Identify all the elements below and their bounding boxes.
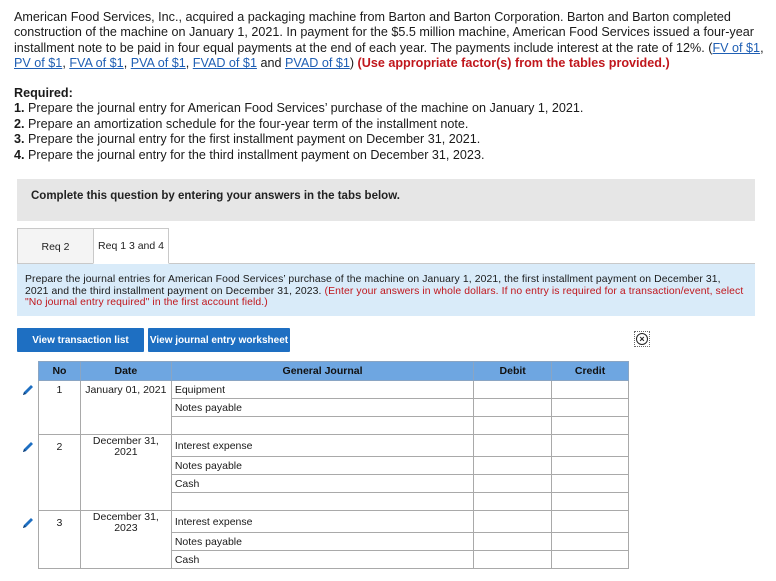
instruction-bar (17, 179, 755, 221)
required-list (14, 86, 766, 163)
credit-cell[interactable] (552, 533, 629, 551)
account-cell[interactable]: Cash (171, 475, 473, 493)
account-cell[interactable]: Notes payable (171, 457, 473, 475)
edit-entry-1-icon[interactable] (21, 383, 35, 397)
entry-no: 2 (39, 435, 81, 511)
journal-table (38, 361, 629, 569)
problem-statement (14, 10, 766, 72)
required-heading: Required: (14, 86, 73, 100)
fv-table-link[interactable]: FV of $1 (712, 40, 761, 55)
table-row (39, 435, 629, 457)
debit-cell[interactable] (474, 399, 552, 417)
item-text: Prepare an amortization schedule for the four-year term of the installment note. (28, 116, 469, 131)
entry-date: January 01, 2021 (80, 381, 171, 435)
header-general-journal: General Journal (171, 362, 473, 381)
credit-cell[interactable] (552, 475, 629, 493)
table-row (39, 381, 629, 399)
problem-text: American Food Services, Inc., acquired a packaging machine from Barton and Barton Corporation. Barton and Barton completed construction of the machine on January 1, 2021. In payment for the $5.5 million machine, American Food Services issued a four-year installment note to be paid in four equal payments at the end of each year. The payments include interest at the rate of 12%. ( (14, 10, 754, 55)
tab-instructions-text: Prepare the journal entries for American Food Services’ purchase of the machine on January 1, 2021, the first installment payment on December 31, 2021 and the third installment payment on December 31, 2023. (25, 274, 721, 297)
debit-cell[interactable] (474, 493, 552, 511)
account-cell[interactable]: Notes payable (171, 533, 473, 551)
instruction-bar-text: Complete this question by entering your answers in the tabs below. (31, 190, 400, 202)
tab-instructions (25, 274, 747, 309)
debit-cell[interactable] (474, 417, 552, 435)
item-number: 3. (14, 132, 25, 147)
header-date: Date (80, 362, 171, 381)
account-cell[interactable] (171, 493, 473, 511)
item-number: 1. (14, 101, 25, 116)
account-cell[interactable] (171, 417, 473, 435)
credit-cell[interactable] (552, 493, 629, 511)
item-number: 4. (14, 147, 25, 162)
separator: and (256, 56, 285, 71)
pv-table-link[interactable]: PV of $1 (14, 56, 63, 71)
separator: , (62, 56, 70, 71)
credit-cell[interactable] (552, 381, 629, 399)
item-number: 2. (14, 116, 25, 131)
item-text: Prepare the journal entry for the third installment payment on December 31, 2023. (28, 147, 485, 162)
fvad-table-link[interactable]: FVAD of $1 (192, 56, 257, 71)
entry-date: December 31, 2021 (80, 435, 171, 511)
credit-cell[interactable] (552, 457, 629, 475)
account-cell[interactable]: Cash (171, 551, 473, 569)
account-cell[interactable]: Interest expense (171, 511, 473, 533)
account-cell[interactable]: Notes payable (171, 399, 473, 417)
table-row (39, 511, 629, 533)
account-cell[interactable]: Interest expense (171, 435, 473, 457)
separator: ) (349, 56, 355, 71)
debit-cell[interactable] (474, 533, 552, 551)
separator: , (123, 56, 131, 71)
credit-cell[interactable] (552, 417, 629, 435)
close-icon[interactable] (634, 331, 650, 347)
debit-cell[interactable] (474, 381, 552, 399)
entry-date: December 31, 2023 (80, 511, 171, 569)
debit-cell[interactable] (474, 435, 552, 457)
credit-cell[interactable] (552, 435, 629, 457)
debit-cell[interactable] (474, 511, 552, 533)
fva-table-link[interactable]: FVA of $1 (69, 56, 124, 71)
separator: , (185, 56, 193, 71)
table-header-row (39, 362, 629, 381)
credit-cell[interactable] (552, 511, 629, 533)
close-glyph: × (636, 333, 648, 345)
view-transaction-list-button[interactable]: View transaction list (17, 328, 144, 352)
debit-cell[interactable] (474, 475, 552, 493)
tab-req-2[interactable]: Req 2 (17, 228, 94, 264)
required-item (14, 117, 766, 132)
header-credit: Credit (552, 362, 629, 381)
item-text: Prepare the journal entry for the first installment payment on December 31, 2021. (28, 132, 481, 147)
debit-cell[interactable] (474, 551, 552, 569)
edit-entry-3-icon[interactable] (21, 516, 35, 530)
credit-cell[interactable] (552, 551, 629, 569)
separator: , (760, 40, 764, 55)
edit-entry-2-icon[interactable] (21, 440, 35, 454)
entry-no: 1 (39, 381, 81, 435)
pvad-table-link[interactable]: PVAD of $1 (284, 56, 350, 71)
pva-table-link[interactable]: PVA of $1 (130, 56, 186, 71)
tab-instructions-panel (17, 263, 755, 316)
tab-req-1-3-and-4[interactable]: Req 1 3 and 4 (93, 228, 169, 264)
factor-instruction: (Use appropriate factor(s) from the tables provided.) (357, 56, 670, 71)
entry-no: 3 (39, 511, 81, 569)
required-item (14, 132, 766, 147)
account-cell[interactable]: Equipment (171, 381, 473, 399)
required-item (14, 101, 766, 116)
header-debit: Debit (474, 362, 552, 381)
tab-instructions-note: (Enter your answers in whole dollars. If no entry is required for a transaction/event, select "No journal entry required" in the first account field.) (25, 285, 744, 309)
required-item (14, 148, 766, 163)
view-journal-worksheet-button[interactable]: View journal entry worksheet (148, 328, 290, 352)
credit-cell[interactable] (552, 399, 629, 417)
debit-cell[interactable] (474, 457, 552, 475)
header-no: No (39, 362, 81, 381)
item-text: Prepare the journal entry for American Food Services’ purchase of the machine on January 1, 2021. (28, 101, 584, 116)
